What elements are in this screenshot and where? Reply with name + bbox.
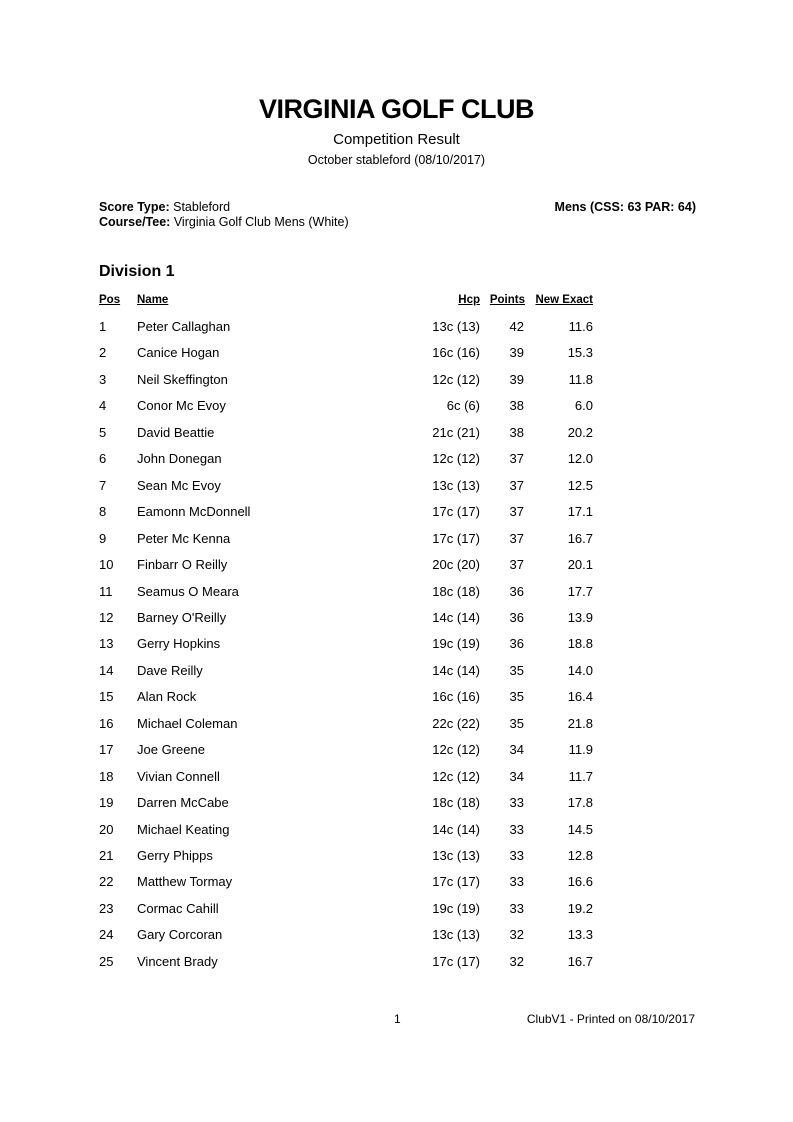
table-row	[0, 504, 793, 530]
cell-hcp: 17c (17)	[432, 530, 480, 546]
header-hcp: Hcp	[458, 294, 480, 306]
table-row	[0, 610, 793, 636]
table-row	[0, 954, 793, 980]
cell-pos: 3	[99, 371, 107, 387]
cell-hcp: 13c (13)	[432, 319, 480, 334]
cell-new-exact: 11.9	[568, 742, 593, 758]
cell-new-exact: 13.3	[567, 927, 593, 943]
cell-pos: 13	[99, 636, 114, 652]
cell-new-exact: 17.1	[567, 504, 593, 520]
table-row	[0, 451, 793, 477]
cell-points: 36	[509, 609, 524, 625]
cell-hcp: 20c (20)	[432, 557, 480, 573]
cell-pos: 12	[99, 609, 114, 625]
cell-pos: 1	[99, 319, 107, 334]
cell-new-exact: 18.8	[567, 636, 593, 652]
cell-points: 32	[509, 953, 524, 969]
cell-points: 37	[509, 504, 524, 520]
cell-name: Darren McCabe	[137, 795, 229, 811]
course-tee-line	[99, 215, 349, 229]
cell-new-exact: 14.0	[567, 662, 593, 678]
cell-points: 33	[509, 900, 524, 916]
cell-points: 34	[509, 742, 524, 758]
score-type-value: Stableford	[173, 200, 231, 214]
printed-info: ClubV1 - Printed on 08/10/2017	[526, 1012, 695, 1026]
table-row	[0, 716, 793, 742]
table-row	[0, 584, 793, 610]
cell-new-exact: 11.6	[568, 319, 593, 334]
cell-pos: 23	[99, 900, 114, 916]
cell-name: Seamus O Meara	[137, 583, 239, 599]
cell-points: 35	[509, 662, 524, 678]
cell-points: 37	[509, 557, 524, 573]
cell-name: Gerry Phipps	[137, 848, 213, 863]
cell-points: 36	[509, 636, 524, 652]
cell-pos: 6	[99, 451, 107, 467]
cell-new-exact: 12.8	[567, 848, 593, 863]
cell-points: 36	[509, 583, 524, 599]
cell-pos: 11	[99, 583, 113, 599]
cell-new-exact: 21.8	[567, 715, 593, 731]
cell-points: 38	[509, 424, 524, 440]
cell-name: Alan Rock	[137, 689, 197, 705]
cell-name: Conor Mc Evoy	[137, 398, 226, 414]
cell-name: Gerry Hopkins	[137, 636, 221, 652]
cell-name: Michael Coleman	[137, 715, 238, 731]
cell-new-exact: 17.8	[567, 795, 593, 811]
cell-hcp: 6c (6)	[446, 398, 480, 414]
cell-hcp: 17c (17)	[432, 874, 480, 890]
cell-name: Vincent Brady	[137, 953, 218, 969]
cell-points: 37	[509, 451, 524, 467]
cell-points: 33	[509, 848, 524, 863]
cell-name: Matthew Tormay	[137, 874, 233, 890]
cell-hcp: 14c (14)	[432, 662, 480, 678]
cell-new-exact: 11.7	[568, 768, 593, 784]
cell-points: 33	[509, 795, 524, 811]
cell-pos: 15	[99, 689, 114, 705]
cell-points: 35	[509, 689, 524, 705]
cell-name: John Donegan	[137, 451, 222, 467]
cell-pos: 16	[99, 715, 114, 731]
cell-name: Peter Mc Kenna	[137, 530, 231, 546]
cell-name: Eamonn McDonnell	[137, 504, 251, 520]
table-row	[0, 636, 793, 662]
cell-pos: 19	[99, 795, 114, 811]
cell-new-exact: 14.5	[567, 821, 593, 837]
cell-hcp: 19c (19)	[432, 900, 480, 916]
cell-hcp: 14c (14)	[432, 821, 480, 837]
cell-hcp: 12c (12)	[432, 371, 480, 387]
competition-name: October stableford (08/10/2017)	[307, 153, 486, 167]
cell-new-exact: 12.5	[567, 477, 593, 493]
cell-points: 39	[509, 371, 524, 387]
cell-hcp: 12c (12)	[432, 768, 480, 784]
table-row	[0, 874, 793, 900]
cell-hcp: 21c (21)	[432, 424, 480, 440]
cell-new-exact: 20.2	[567, 424, 593, 440]
mens-css-par: Mens (CSS: 63 PAR: 64)	[554, 200, 696, 214]
cell-hcp: 18c (18)	[432, 583, 480, 599]
cell-hcp: 12c (12)	[432, 451, 480, 467]
table-row	[0, 901, 793, 927]
cell-name: David Beattie	[137, 424, 215, 440]
header-pos: Pos	[99, 294, 121, 306]
cell-pos: 2	[99, 345, 107, 361]
cell-points: 37	[509, 530, 524, 546]
cell-pos: 14	[99, 662, 114, 678]
division-title: Division 1	[99, 263, 175, 280]
table-row	[0, 822, 793, 848]
cell-new-exact: 19.2	[567, 900, 593, 916]
cell-points: 42	[509, 319, 524, 334]
table-row	[0, 557, 793, 583]
course-tee-value: Virginia Golf Club Mens (White)	[173, 215, 349, 229]
table-row	[0, 927, 793, 953]
score-type-label: Score Type:	[99, 200, 170, 214]
score-type-line	[99, 200, 230, 214]
cell-new-exact: 13.9	[567, 609, 593, 625]
cell-pos: 18	[99, 768, 114, 784]
table-row	[0, 663, 793, 689]
cell-hcp: 18c (18)	[432, 795, 480, 811]
table-row	[0, 689, 793, 715]
cell-points: 37	[509, 477, 524, 493]
cell-pos: 17	[99, 742, 114, 758]
table-row	[0, 531, 793, 557]
table-row	[0, 742, 793, 768]
cell-name: Cormac Cahill	[137, 900, 219, 916]
cell-points: 34	[509, 768, 524, 784]
cell-name: Vivian Connell	[137, 768, 220, 784]
cell-pos: 22	[99, 874, 114, 890]
cell-hcp: 22c (22)	[432, 715, 480, 731]
table-row	[0, 848, 793, 874]
cell-points: 39	[509, 345, 524, 361]
cell-hcp: 13c (13)	[432, 848, 480, 863]
cell-points: 33	[509, 821, 524, 837]
table-row	[0, 398, 793, 424]
table-row	[0, 769, 793, 795]
cell-pos: 4	[99, 398, 107, 414]
cell-new-exact: 15.3	[567, 345, 593, 361]
header-name: Name	[137, 294, 169, 306]
cell-hcp: 16c (16)	[432, 345, 480, 361]
cell-name: Neil Skeffington	[137, 371, 228, 387]
report-subtitle: Competition Result	[333, 131, 460, 148]
cell-name: Michael Keating	[137, 821, 230, 837]
cell-name: Barney O'Reilly	[137, 609, 227, 625]
cell-pos: 9	[99, 530, 107, 546]
cell-pos: 24	[99, 927, 114, 943]
table-row	[0, 425, 793, 451]
cell-new-exact: 12.0	[567, 451, 593, 467]
table-row	[0, 372, 793, 398]
page-number: 1	[394, 1012, 401, 1026]
cell-new-exact: 17.7	[567, 583, 593, 599]
cell-pos: 5	[99, 424, 107, 440]
cell-new-exact: 16.7	[567, 530, 593, 546]
cell-name: Dave Reilly	[137, 662, 203, 678]
cell-points: 32	[509, 927, 524, 943]
cell-hcp: 14c (14)	[432, 609, 480, 625]
cell-hcp: 16c (16)	[432, 689, 480, 705]
cell-name: Peter Callaghan	[137, 319, 231, 334]
cell-pos: 7	[99, 477, 107, 493]
cell-points: 35	[509, 715, 524, 731]
cell-pos: 20	[99, 821, 114, 837]
cell-new-exact: 11.8	[568, 371, 593, 387]
cell-pos: 10	[99, 557, 114, 573]
cell-new-exact: 6.0	[574, 398, 593, 414]
cell-name: Joe Greene	[137, 742, 205, 758]
cell-hcp: 13c (13)	[432, 477, 480, 493]
table-row	[0, 478, 793, 504]
table-row	[0, 345, 793, 371]
header-new-exact: New Exact	[535, 294, 593, 306]
cell-points: 38	[509, 398, 524, 414]
cell-new-exact: 16.4	[567, 689, 593, 705]
cell-name: Canice Hogan	[137, 345, 220, 361]
cell-hcp: 13c (13)	[432, 927, 480, 943]
cell-pos: 8	[99, 504, 107, 520]
cell-name: Gary Corcoran	[137, 927, 223, 943]
cell-new-exact: 20.1	[567, 557, 593, 573]
cell-name: Sean Mc Evoy	[137, 477, 221, 493]
cell-hcp: 19c (19)	[432, 636, 480, 652]
cell-name: Finbarr O Reilly	[137, 557, 228, 573]
header-points: Points	[489, 294, 525, 306]
table-row	[0, 795, 793, 821]
club-title: VIRGINIA GOLF CLUB	[259, 94, 534, 124]
table-row	[0, 319, 793, 345]
course-tee-label: Course/Tee:	[99, 215, 171, 229]
cell-hcp: 17c (17)	[432, 953, 480, 969]
cell-new-exact: 16.7	[567, 953, 593, 969]
cell-points: 33	[509, 874, 524, 890]
cell-pos: 25	[99, 953, 114, 969]
cell-hcp: 17c (17)	[432, 504, 480, 520]
cell-hcp: 12c (12)	[432, 742, 480, 758]
cell-new-exact: 16.6	[567, 874, 593, 890]
cell-pos: 21	[99, 848, 114, 863]
